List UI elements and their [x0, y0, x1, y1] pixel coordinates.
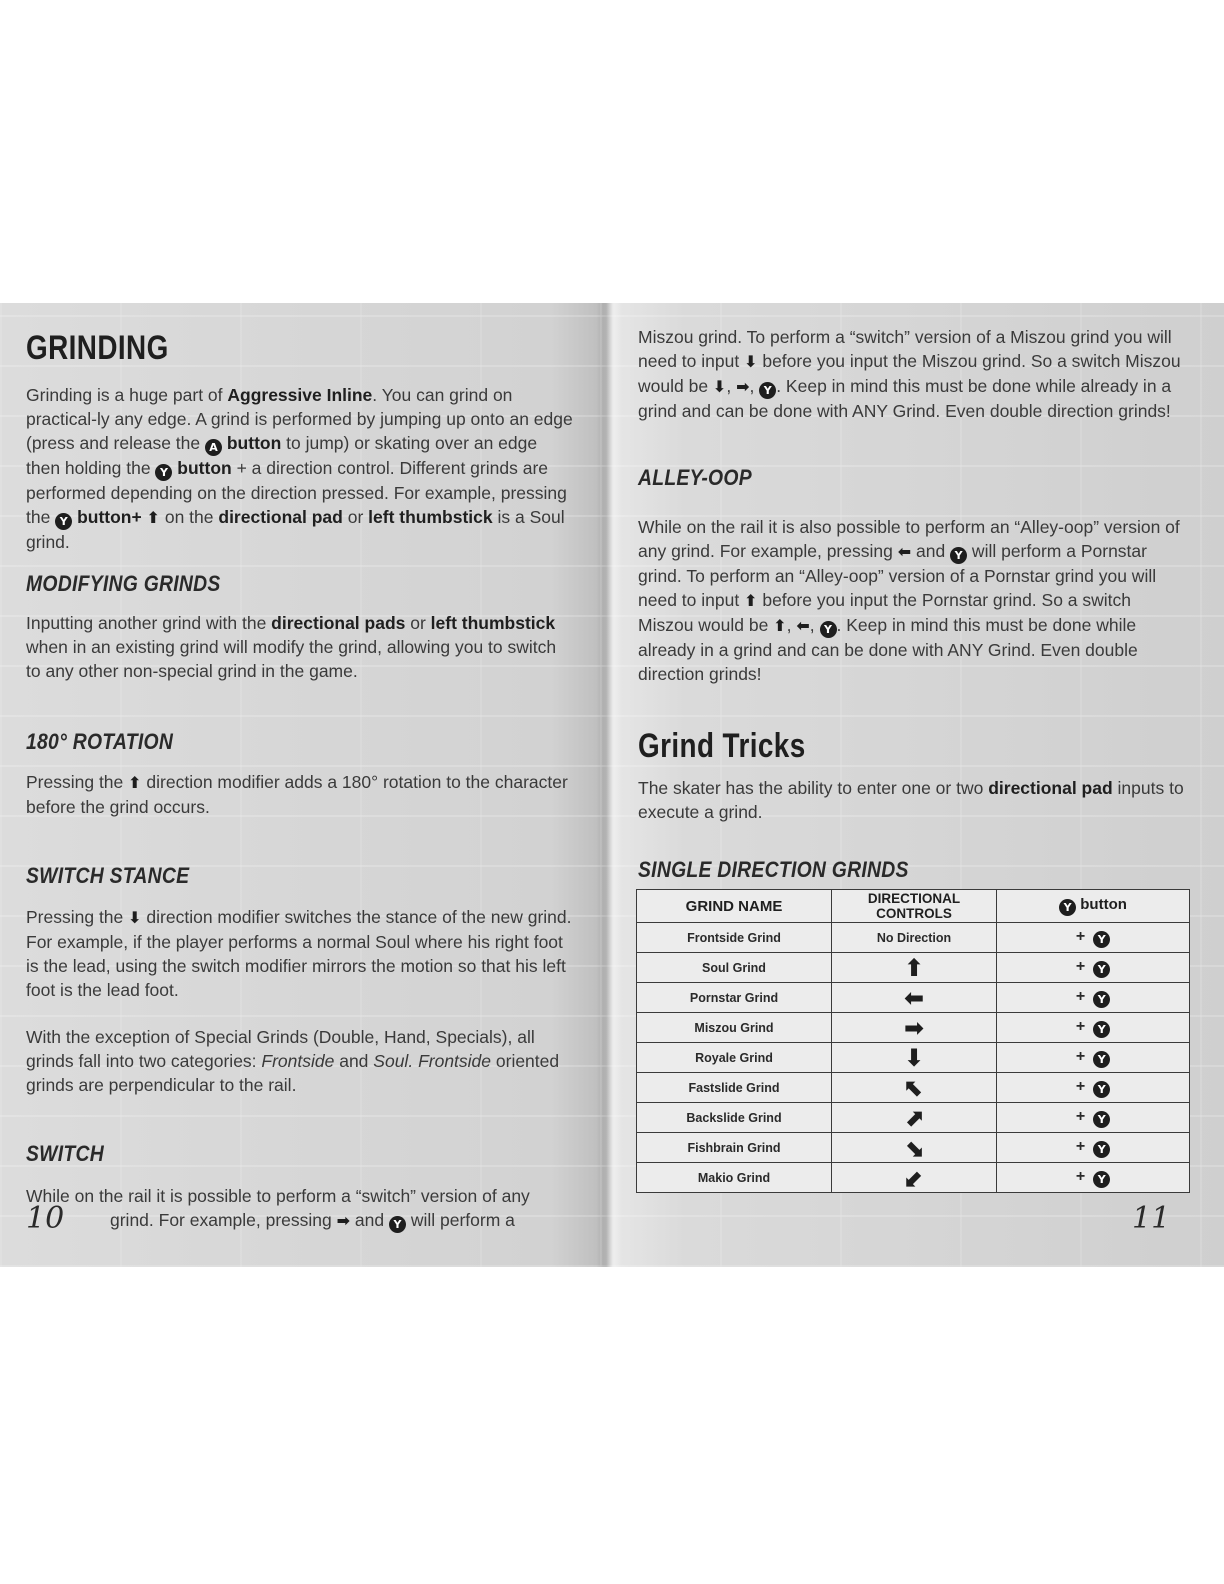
alley-oop-heading: ALLEY-OOP [638, 465, 752, 490]
col-button-label: button [1080, 896, 1127, 913]
left-arrow-icon: ⬅ [796, 616, 810, 635]
text: to jump) or skating over an edge then holding the [26, 433, 538, 478]
plus-sign: + [1075, 1047, 1086, 1065]
button-cell [997, 1163, 1190, 1193]
grind-name-cell: Frontside Grind [637, 923, 832, 953]
left-arrow-icon: ⬅ [897, 542, 912, 561]
col-button [997, 890, 1190, 923]
grinding-heading: GRINDING [26, 329, 169, 367]
text: will perform a [405, 1210, 515, 1230]
y-button-icon: Y [55, 513, 72, 530]
text: + a direction control. Different grinds are performed depending on the direction pressed. For example, pressing the [26, 458, 567, 527]
directional-control-cell [832, 1013, 997, 1043]
text-bold: directional pad [988, 778, 1113, 798]
plus-sign: + [1075, 957, 1086, 975]
modifying-grinds-text [26, 611, 566, 683]
text: . Keep in mind this must be done while already in a grind and can be done with ANY Grind. Even double direction grinds! [638, 376, 1172, 421]
table-row [637, 1043, 1190, 1073]
up-arrow-icon: ⬆ [128, 773, 142, 792]
text-bold: left thumbstick [368, 507, 493, 527]
y-button-icon: Y [1093, 1051, 1110, 1068]
text-bold: Aggressive Inline [227, 385, 373, 405]
text: Miszou grind. To perform a “switch” version of a Miszou grind you will need to input [638, 327, 1172, 371]
table-header-row [637, 890, 1190, 923]
button-cell [997, 1013, 1190, 1043]
modifying-grinds-heading: MODIFYING GRINDS [26, 571, 221, 596]
directional-control-cell [832, 983, 997, 1013]
table-row [637, 953, 1190, 983]
text: on the [159, 507, 219, 527]
table-row [637, 1133, 1190, 1163]
text: Pressing the [26, 907, 129, 927]
down-arrow-icon: ⬇ [744, 352, 758, 371]
text-bold: button+ [72, 507, 142, 527]
y-button-icon: Y [820, 621, 837, 638]
plus-sign: + [1075, 927, 1086, 945]
text: Grinding is a huge part of [26, 385, 228, 405]
text: or [342, 507, 369, 527]
text: and [911, 541, 951, 561]
left-page [0, 303, 606, 1267]
page-number-right: 11 [1132, 1201, 1171, 1236]
text: . Keep in mind this must be done while already in a grind and can be done with ANY Grind. Even double direction grinds! [638, 615, 1138, 684]
direction-arrow-icon: ⬇ [903, 1043, 925, 1072]
y-button-icon: Y [1093, 1171, 1110, 1188]
text-italic: Soul. [373, 1051, 414, 1071]
y-button-icon: Y [1093, 1141, 1110, 1158]
text: Pressing the [26, 772, 129, 792]
text: or [405, 613, 431, 633]
y-button-icon: Y [1093, 931, 1110, 948]
right-arrow-icon: ➡ [336, 1211, 351, 1230]
table-row [637, 1013, 1190, 1043]
plus-sign: + [1075, 987, 1086, 1005]
col-directional-controls: DIRECTIONAL CONTROLS [832, 890, 997, 923]
y-button-icon: Y [1093, 1021, 1110, 1038]
y-button-icon: Y [950, 547, 967, 564]
switch-stance-text [26, 905, 574, 1002]
direction-arrow-icon: ⬊ [903, 1133, 925, 1162]
directional-control-cell [832, 1043, 997, 1073]
text-bold: button [222, 433, 282, 453]
direction-arrow-icon: ⬈ [903, 1103, 925, 1132]
directional-control-cell [832, 1133, 997, 1163]
switch-continued-text: Miszou grind. To perform a “switch” version of a Miszou grind you will need to input ⬇ before you input the Miszou grind. So a switch Miszou would be ⬇, ➡, Y . Keep in mind this must be done while already in a grind and can be done with ANY Grind. Even double direction grinds! [638, 327, 1181, 421]
plus-sign: + [1075, 1077, 1086, 1095]
table-row [637, 923, 1190, 953]
y-button-icon: Y [1093, 991, 1110, 1008]
plus-sign: + [1075, 1167, 1086, 1185]
text: will perform a Pornstar grind. To perform an “Alley-oop” version of a Pornstar grind you will need to input [638, 541, 1157, 610]
grind-name-cell: Miszou Grind [637, 1013, 832, 1043]
direction-arrow-icon: ⬉ [903, 1073, 925, 1102]
rotation-text [26, 770, 572, 819]
text: oriented grinds are perpendicular to the rail. [26, 1051, 560, 1095]
switch-text-line2 [110, 1208, 570, 1233]
button-cell [997, 923, 1190, 953]
down-arrow-icon: ⬇ [128, 908, 142, 927]
grind-name-cell: Royale Grind [637, 1043, 832, 1073]
single-direction-grinds-table [636, 889, 1190, 1193]
text: . You can grind on practical-ly any edge. A grind is performed by jumping up onto an edge (press and release the [26, 385, 573, 453]
button-cell [997, 1133, 1190, 1163]
up-arrow-icon: ⬆ [146, 508, 160, 527]
directional-control-cell [832, 923, 997, 953]
direction-arrow-icon: ➡ [903, 1013, 925, 1042]
single-direction-heading: SINGLE DIRECTION GRINDS [638, 857, 909, 882]
text-italic: Frontside [261, 1051, 335, 1071]
button-cell [997, 1073, 1190, 1103]
text: grind. For example, pressing [110, 1210, 337, 1230]
rotation-heading: 180° ROTATION [26, 729, 174, 754]
button-cell [997, 1103, 1190, 1133]
switch-stance-heading: SWITCH STANCE [26, 863, 190, 888]
grind-name-cell: Makio Grind [637, 1163, 832, 1193]
switch-heading: SWITCH [26, 1141, 104, 1166]
button-cell [997, 953, 1190, 983]
page-number-left: 10 [26, 1201, 65, 1236]
text-bold: left thumbstick [430, 613, 556, 633]
text-bold: button [172, 458, 232, 478]
button-cell [997, 1043, 1190, 1073]
text-italic: Frontside [418, 1051, 492, 1071]
table-row [637, 983, 1190, 1013]
text: direction modifier adds a 180° rotation to the character before the grind occurs. [26, 772, 568, 817]
grinding-intro [26, 383, 574, 554]
y-button-icon: Y [1093, 1111, 1110, 1128]
up-arrow-icon: ⬆ [773, 616, 787, 635]
directional-control-cell [832, 953, 997, 983]
directional-control-cell [832, 1163, 997, 1193]
text: With the exception of Special Grinds (Double, Hand, Specials), all grinds fall into two categories: [26, 1027, 535, 1071]
grind-name-cell: Fishbrain Grind [637, 1133, 832, 1163]
text: is a Soul grind. [26, 507, 565, 552]
direction-arrow-icon: ⬆ [903, 953, 925, 982]
y-button-icon: Y [1059, 899, 1076, 916]
table-row [637, 1073, 1190, 1103]
directional-control-cell [832, 1103, 997, 1133]
grind-name-cell: Fastslide Grind [637, 1073, 832, 1103]
table-row [637, 1103, 1190, 1133]
a-button-icon: A [205, 439, 222, 456]
plus-sign: + [1075, 1137, 1086, 1155]
text: when in an existing grind will modify the grind, allowing you to switch to any other non-special grind in the game. [26, 637, 557, 681]
button-cell [997, 983, 1190, 1013]
grind-categories-text [26, 1025, 574, 1097]
grind-tricks-text [638, 776, 1190, 824]
text: While on the rail it is also possible to perform an “Alley-oop” version of any grind. For example, pressing [638, 517, 1180, 561]
up-arrow-icon: ⬆ [744, 591, 758, 610]
plus-sign: + [1075, 1017, 1086, 1035]
table-row [637, 1163, 1190, 1193]
plus-sign: + [1075, 1107, 1086, 1125]
down-arrow-icon: ⬇ [712, 377, 727, 396]
alley-oop-text: While on the rail it is also possible to perform an “Alley-oop” version of any grind. For example, pressing ⬅ and Y will perform a Pornstar grind. To perform an “Alley-oop” version of a Pornstar grind you will need to input ⬆ before you input the Pornstar grind. So a switch Miszou would be ⬆, ⬅, Y . Keep in mind this must be done while already in a grind and can be done with ANY Grind. Even double direction grinds! [638, 517, 1180, 684]
text-bold: directional pads [271, 613, 406, 633]
text: before you input the Pornstar grind. So a switch Miszou would be [638, 590, 1132, 635]
grind-name-cell: Soul Grind [637, 953, 832, 983]
text-bold: directional pad [218, 507, 343, 527]
y-button-icon: Y [759, 382, 776, 399]
text: inputs to execute a grind. [638, 778, 1184, 822]
directional-control-cell [832, 1073, 997, 1103]
y-button-icon: Y [389, 1216, 406, 1233]
y-button-icon: Y [155, 464, 172, 481]
direction-arrow-icon: ⬋ [903, 1163, 925, 1192]
no-direction-label: No Direction [876, 930, 952, 945]
text: before you input the Miszou grind. So a switch Miszou would be [638, 351, 1181, 396]
text: and [350, 1210, 389, 1230]
col-grind-name: GRIND NAME [637, 890, 832, 923]
grind-name-cell: Backslide Grind [637, 1103, 832, 1133]
direction-arrow-icon: ⬅ [903, 983, 925, 1012]
y-button-icon: Y [1093, 961, 1110, 978]
text: Inputting another grind with the [26, 613, 272, 633]
text: direction modifier switches the stance of the new grind. For example, if the player performs a normal Soul where his right foot is the lead, using the switch modifier mirrors the motion so that his left foot is the lead foot. [26, 907, 572, 1000]
y-button-icon: Y [1093, 1081, 1110, 1098]
switch-text-line1: While on the rail it is possible to perform a “switch” version of any [26, 1186, 530, 1206]
text: The skater has the ability to enter one or two [638, 778, 989, 798]
grind-tricks-heading: Grind Tricks [638, 727, 806, 765]
text: and [334, 1051, 374, 1071]
right-arrow-icon: ➡ [736, 377, 750, 396]
grind-name-cell: Pornstar Grind [637, 983, 832, 1013]
